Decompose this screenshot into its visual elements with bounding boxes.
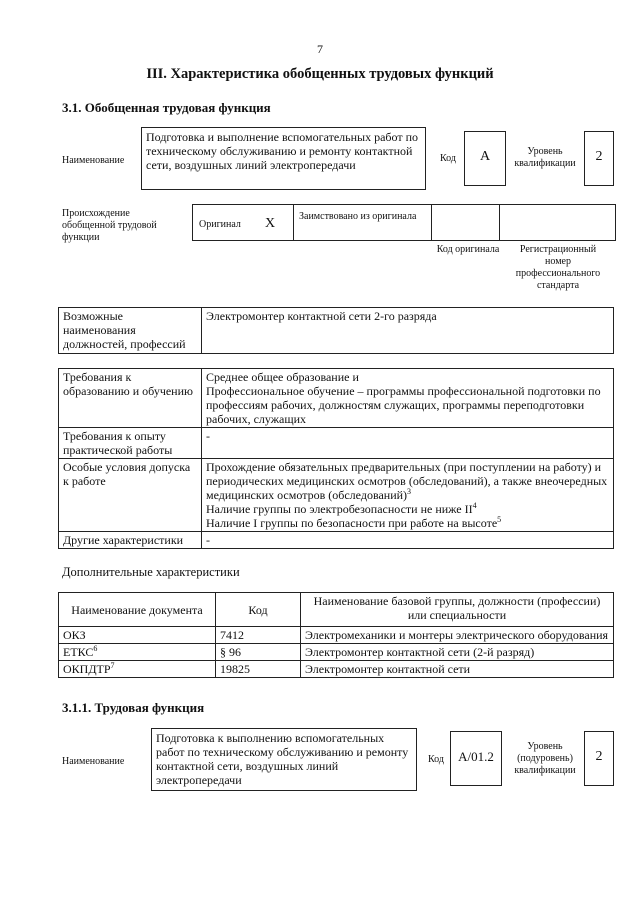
row-name: Электромонтер контактной сети: [301, 661, 614, 678]
positions-table: [58, 307, 614, 354]
footnote-ref: 4: [472, 501, 477, 510]
col-doc-header: Наименование документа: [59, 593, 216, 627]
divider: [293, 205, 294, 240]
special-value: [202, 459, 614, 532]
experience-value: -: [202, 428, 614, 459]
divider: [431, 205, 432, 240]
reg-number-label: Регистрационный номер профессионального стандарта: [515, 244, 601, 291]
gtf-level-box: 2: [584, 131, 614, 186]
table-row: [59, 644, 614, 661]
page-title: III. Характеристика обобщенных трудовых функций: [146, 66, 494, 82]
row-name: Электромонтер контактной сети (2-й разряд): [301, 644, 614, 661]
origin-row: [192, 204, 616, 241]
col-name-header: Наименование базовой группы, должности (профессии) или специальности: [301, 593, 614, 627]
special-line1: Прохождение обязательных предварительных (при поступлении на работу) и периодических медицинских осмотров (обследований), а также внеочередных медицинских осмотров (обследований)$^3$: [206, 460, 608, 502]
positions-label: Возможные наименования должностей, профессий: [59, 308, 202, 354]
level-label: Уровень (подуровень) квалификации: [514, 741, 576, 776]
code-original-label: Код оригинала: [436, 244, 500, 255]
original-mark: X: [265, 216, 276, 231]
page-number: 7: [317, 42, 323, 56]
footnote-ref: 3: [407, 487, 412, 496]
row-code: 19825: [216, 661, 301, 678]
education-line2: Профессиональное обучение – программы профессиональной подготовки по профессиям рабочих, должностям служащих, программы переподготовки рабочих, служащих: [206, 384, 601, 426]
additional-heading: Дополнительные характеристики: [62, 565, 240, 579]
special-line3: Наличие I группы по безопасности при работе на высоте$^5$: [206, 515, 502, 530]
tf-level-box: 2: [584, 731, 614, 786]
footnote-ref: 5: [497, 515, 502, 524]
footnote-ref: 7: [110, 661, 115, 670]
name-label: Наименование: [62, 756, 125, 767]
section-heading-3-1: 3.1. Обобщенная трудовая функция: [62, 100, 271, 115]
education-label: Требования к образованию и обучению: [59, 369, 202, 428]
row-doc: ЕТКС$^6$: [59, 644, 216, 661]
code-label: Код: [428, 754, 444, 765]
additional-table: [58, 592, 614, 678]
footnote-ref: 6: [93, 644, 98, 653]
section-heading-3-1-1: 3.1.1. Трудовая функция: [62, 700, 205, 715]
experience-label: Требования к опыту практической работы: [59, 428, 202, 459]
education-line1: Среднее общее образование и: [206, 370, 359, 384]
row-code: § 96: [216, 644, 301, 661]
special-label: Особые условия допуска к работе: [59, 459, 202, 532]
row-name: Электромеханики и монтеры электрического оборудования: [301, 627, 614, 644]
table-row: [59, 627, 614, 644]
col-code-header: Код: [216, 593, 301, 627]
other-label: Другие характеристики: [59, 532, 202, 549]
name-label: Наименование: [62, 155, 125, 166]
requirements-table: [58, 368, 614, 549]
divider: [499, 205, 500, 240]
row-code: 7412: [216, 627, 301, 644]
row-doc: ОКПДТР$^7$: [59, 661, 216, 678]
other-value: -: [202, 532, 614, 549]
tf-code-box: A/01.2: [450, 731, 502, 786]
table-row: [59, 661, 614, 678]
origin-label: Происхождение обобщенной трудовой функции: [62, 208, 157, 243]
gtf-code-box: А: [464, 131, 506, 186]
code-label: Код: [440, 153, 456, 164]
special-line2: Наличие группы по электробезопасности не ниже $II^4$: [206, 501, 477, 516]
original-label: Оригинал: [199, 219, 241, 230]
level-label: Уровень квалификации: [514, 146, 576, 169]
row-doc: ОКЗ: [59, 627, 216, 644]
gtf-name-box: Подготовка и выполнение вспомогательных работ по техническому обслуживанию и ремонту контактной сети, воздушных линий электропередачи: [141, 127, 426, 190]
education-value: [202, 369, 614, 428]
positions-value: Электромонтер контактной сети 2-го разряда: [202, 308, 614, 354]
borrowed-label: Заимствовано из оригинала: [299, 211, 417, 222]
tf-name-box: Подготовка к выполнению вспомогательных работ по техническому обслуживанию и ремонту контактной сети, воздушных линий электропередачи: [151, 728, 417, 791]
